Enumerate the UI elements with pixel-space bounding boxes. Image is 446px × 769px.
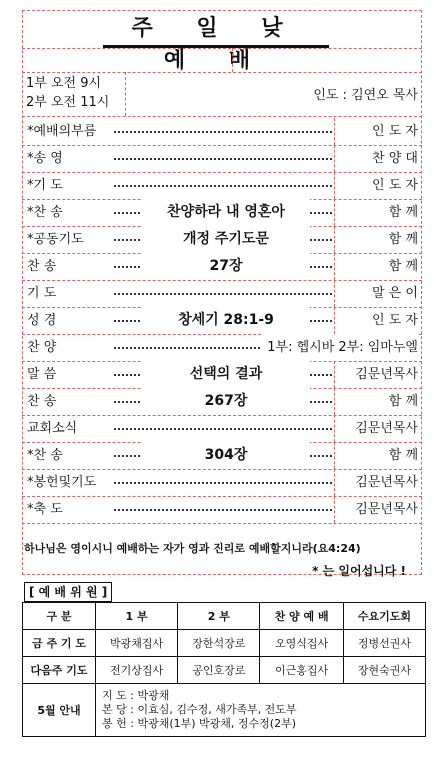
order-label: *송 영 bbox=[27, 151, 63, 166]
divider bbox=[22, 116, 422, 117]
order-item: 찬양하라 내 영혼아 bbox=[142, 199, 310, 226]
order-row bbox=[22, 145, 422, 172]
service-time: 2부 오전 11시 bbox=[26, 95, 110, 110]
order-label: *찬 송 bbox=[27, 448, 63, 463]
order-performer: 함 께 bbox=[388, 205, 418, 220]
order-item: 27장 bbox=[142, 253, 310, 280]
leader-dots bbox=[114, 428, 332, 430]
page-title: 주 일 낮 예 배 bbox=[103, 13, 329, 48]
divider bbox=[22, 48, 422, 49]
order-row bbox=[22, 118, 422, 145]
leader-dots bbox=[114, 293, 332, 295]
table-header-row bbox=[23, 603, 426, 630]
order-label: 찬 양 bbox=[27, 340, 57, 355]
order-row bbox=[22, 172, 422, 199]
table-cell: 이근홍집사 bbox=[260, 657, 343, 684]
order-row bbox=[22, 496, 422, 523]
order-label: 교회소식 bbox=[27, 421, 78, 436]
order-label: 말 씀 bbox=[27, 367, 57, 382]
service-times bbox=[26, 74, 109, 112]
divider bbox=[334, 361, 335, 388]
order-row bbox=[22, 334, 422, 361]
order-row bbox=[22, 226, 422, 253]
divider bbox=[334, 442, 335, 469]
order-label: 성 경 bbox=[27, 313, 57, 328]
order-performer: 김문년목사 bbox=[355, 502, 418, 517]
order-performer: 함 께 bbox=[388, 259, 418, 274]
order-performer: 함 께 bbox=[388, 448, 418, 463]
order-row bbox=[22, 388, 422, 415]
order-item: 창세기 28:1-9 bbox=[142, 307, 310, 334]
table-cell: 장현숙권사 bbox=[343, 657, 425, 684]
divider bbox=[334, 469, 335, 496]
notice-line: 봉 헌 : 박광채(1부) 박광채, 정수정(2부) bbox=[102, 717, 296, 730]
order-performer: 인 도 자 bbox=[372, 313, 418, 328]
order-label: 기 도 bbox=[27, 286, 57, 301]
stand-note: * 는 일어섭니다 ! bbox=[312, 564, 406, 578]
order-row bbox=[22, 469, 422, 496]
table-cell: 전기상집사 bbox=[96, 657, 178, 684]
header-cell: 찬 양 예 배 bbox=[260, 603, 343, 630]
table-cell: 공인호장로 bbox=[178, 657, 260, 684]
header-cell: 구 분 bbox=[23, 603, 96, 630]
leader-dots bbox=[114, 158, 332, 160]
table-row bbox=[23, 630, 426, 657]
notice-line: 본 당 : 이효심, 김수정, 새가족부, 전도부 bbox=[102, 703, 297, 716]
divider bbox=[22, 72, 422, 73]
divider bbox=[334, 496, 335, 523]
service-time: 1부 오전 9시 bbox=[26, 76, 102, 91]
divider bbox=[232, 48, 233, 72]
row-label: 금 주 기 도 bbox=[23, 630, 96, 657]
order-performer: 김문년목사 bbox=[355, 421, 418, 436]
order-row bbox=[22, 280, 422, 307]
leader-dots bbox=[114, 185, 332, 187]
leader: 인도 : 김연오 목사 bbox=[313, 88, 418, 103]
header-cell: 2 부 bbox=[178, 603, 260, 630]
notice-cell bbox=[96, 684, 426, 737]
order-performer: 인 도 자 bbox=[372, 178, 418, 193]
table-cell: 장한석장로 bbox=[178, 630, 260, 657]
order-row bbox=[22, 253, 422, 280]
table-row bbox=[23, 657, 426, 684]
table-cell: 정병선권사 bbox=[343, 630, 425, 657]
row-label: 5월 안내 bbox=[23, 684, 96, 737]
order-label: 찬 송 bbox=[27, 259, 57, 274]
order-row bbox=[22, 307, 422, 334]
row-label: 다음주 기도 bbox=[23, 657, 96, 684]
leader-dots bbox=[114, 131, 332, 133]
divider bbox=[125, 72, 126, 116]
scripture-verse: 하나님은 영이시니 예배하는 자가 영과 진리로 예배할지니라(요4:24) bbox=[24, 542, 361, 555]
roles-table bbox=[22, 602, 426, 737]
table-row bbox=[23, 684, 426, 737]
order-label: 찬 송 bbox=[27, 394, 57, 409]
leader-dots bbox=[114, 482, 332, 484]
divider bbox=[22, 523, 422, 524]
order-label: *예배의부름 bbox=[27, 124, 97, 139]
order-performer: 김문년목사 bbox=[355, 367, 418, 382]
section-title: [ 예 배 위 원 ] bbox=[24, 582, 112, 602]
divider bbox=[334, 199, 335, 226]
divider bbox=[334, 118, 335, 145]
order-row bbox=[22, 415, 422, 442]
divider bbox=[334, 388, 335, 415]
order-label: *봉헌및기도 bbox=[27, 475, 97, 490]
order-performer: 김문년목사 bbox=[355, 475, 418, 490]
order-label: *공동기도 bbox=[27, 232, 84, 247]
order-performer: 함 께 bbox=[388, 232, 418, 247]
divider bbox=[334, 415, 335, 442]
divider bbox=[334, 172, 335, 199]
table-cell: 박광채집사 bbox=[96, 630, 178, 657]
order-row bbox=[22, 361, 422, 388]
divider bbox=[334, 280, 335, 307]
header-cell: 수요기도회 bbox=[343, 603, 425, 630]
table-cell: 오영식집사 bbox=[260, 630, 343, 657]
divider bbox=[334, 226, 335, 253]
order-item: 304장 bbox=[142, 442, 310, 469]
order-label: *축 도 bbox=[27, 502, 63, 517]
order-label: *기 도 bbox=[27, 178, 63, 193]
order-row bbox=[22, 442, 422, 469]
order-performer: 함 께 bbox=[388, 394, 418, 409]
divider bbox=[334, 253, 335, 280]
order-performer: 말 은 이 bbox=[372, 286, 418, 301]
order-item: 개정 주기도문 bbox=[142, 226, 310, 253]
order-performer: 1부: 헵시바 2부: 임마누엘 bbox=[261, 334, 418, 361]
divider bbox=[334, 145, 335, 172]
order-item: 267장 bbox=[142, 388, 310, 415]
order-performer: 찬 양 대 bbox=[372, 151, 418, 166]
order-label: *찬 송 bbox=[27, 205, 63, 220]
order-performer: 인 도 자 bbox=[372, 124, 418, 139]
divider bbox=[334, 307, 335, 334]
leader-dots bbox=[114, 509, 332, 511]
order-item: 선택의 결과 bbox=[142, 361, 310, 388]
order-row bbox=[22, 199, 422, 226]
notice-line: 지 도 : 박광채 bbox=[102, 689, 170, 702]
header-cell: 1 부 bbox=[96, 603, 178, 630]
